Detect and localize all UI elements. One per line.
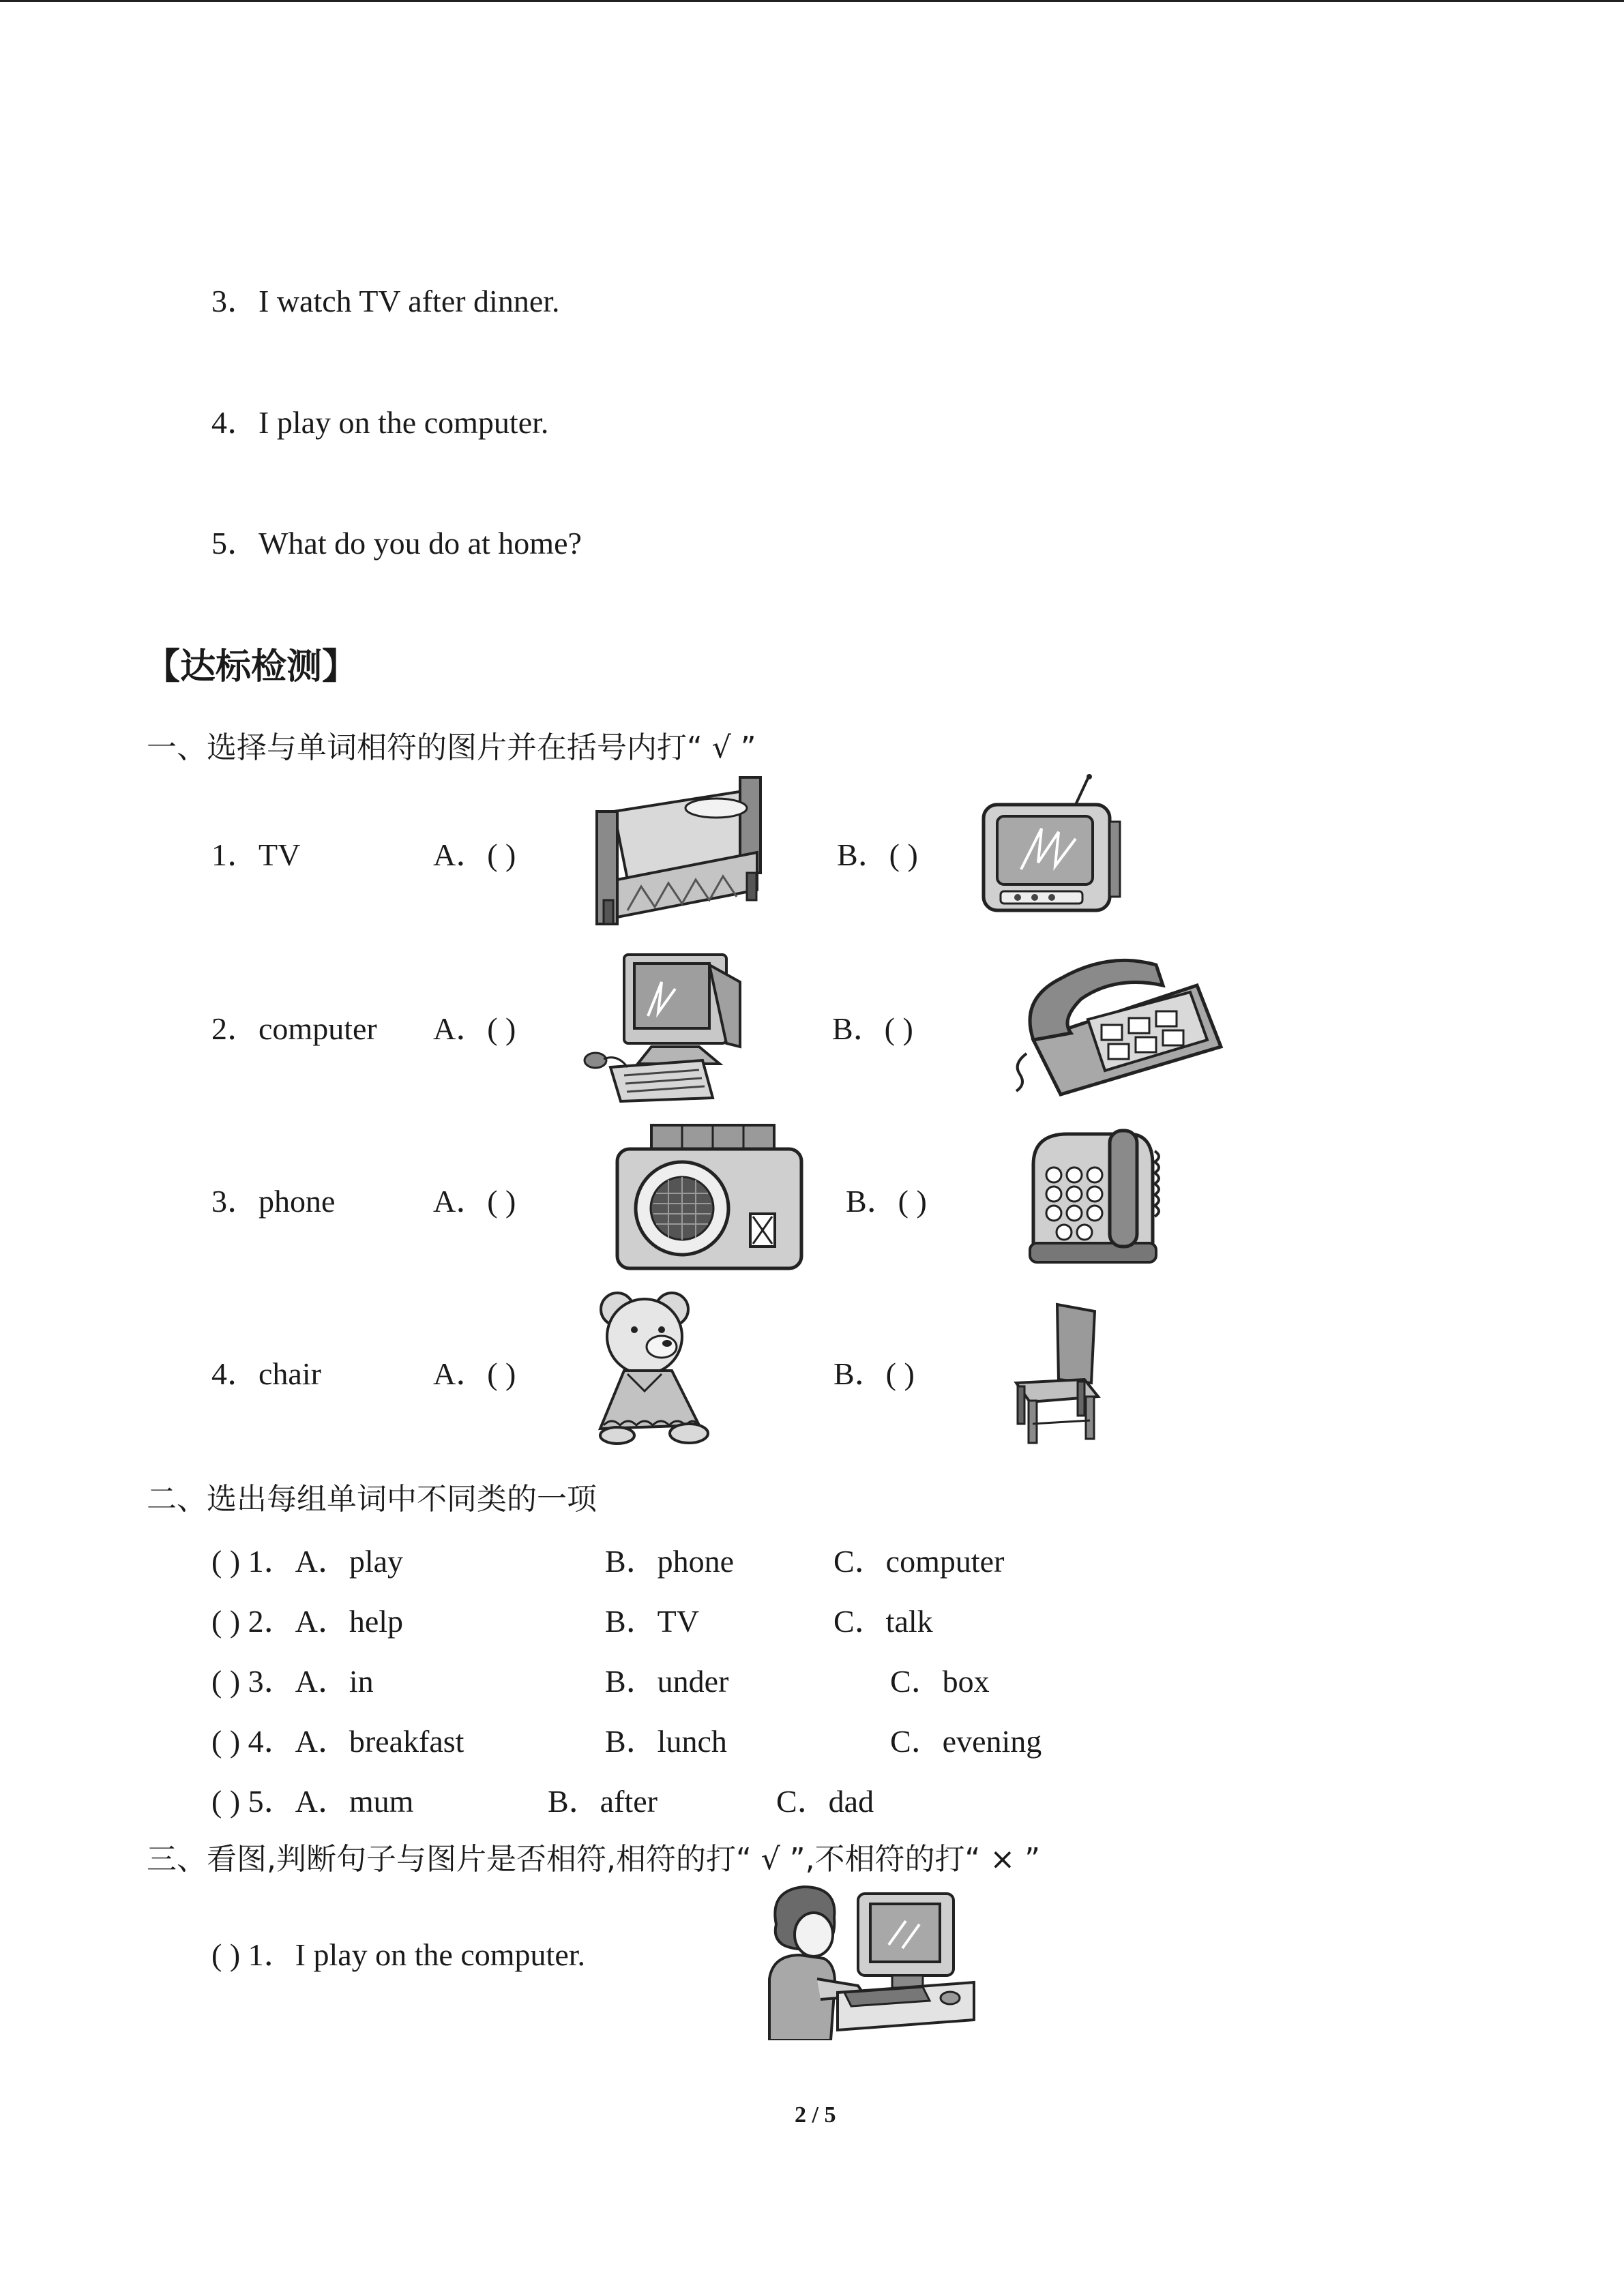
part2-row-3-a[interactable]: ( ) 3．A．in [211,1664,374,1699]
page-number: 2 / 5 [795,2102,836,2128]
intro-sentence-4: 4．I play on the computer. [211,405,549,440]
part1-item-4-word: 4．chair [211,1356,321,1391]
part1-item-4-option-a[interactable]: A．( ) [433,1356,516,1391]
intro-sentence-3: 3．I watch TV after dinner. [211,284,560,318]
telephone-icon [1027,1124,1170,1266]
part1-item-2-option-b[interactable]: B．( ) [832,1011,913,1046]
part2-row-4-c: C．evening [890,1724,1042,1759]
part2-row-4-a[interactable]: ( ) 4．A．breakfast [211,1724,464,1759]
section-title: 【达标检测】 [145,646,358,687]
top-border [0,0,1624,2]
intro-sentence-5: 5．What do you do at home? [211,526,582,561]
radio-icon [614,1122,808,1272]
part2-row-1-b: B．phone [605,1544,735,1579]
part2-row-5-c: C．dad [776,1784,874,1819]
part2-row-5-b: B．after [548,1784,658,1819]
desk-phone-icon [1006,944,1224,1101]
part1-item-1-option-a[interactable]: A．( ) [433,837,516,872]
bed-icon [587,771,771,927]
computer-icon [583,951,747,1103]
part2-row-4-b: B．lunch [605,1724,727,1759]
part2-instruction: 二、选出每组单词中不同类的一项 [147,1482,597,1517]
part1-item-2-word: 2．computer [211,1011,377,1046]
part1-item-2-option-a[interactable]: A．( ) [433,1011,516,1046]
part3-item-1[interactable]: ( ) 1．I play on the computer. [211,1937,586,1972]
part1-instruction: 一、选择与单词相符的图片并在括号内打“ √ ” [147,730,756,765]
part2-row-3-c: C．box [890,1664,990,1699]
tv-icon [980,774,1123,925]
part1-item-3-word: 3．phone [211,1184,336,1219]
part2-row-5-a[interactable]: ( ) 5．A．mum [211,1784,414,1819]
part2-row-2-c: C．talk [833,1604,933,1639]
part2-row-1-a[interactable]: ( ) 1．A．play [211,1544,404,1579]
part2-row-2-b: B．TV [605,1604,699,1639]
part1-item-1-word: 1．TV [211,837,301,872]
part1-item-4-option-b[interactable]: B．( ) [833,1356,915,1391]
teddy-bear-icon [587,1289,730,1446]
part3-instruction: 三、看图,判断句子与图片是否相符,相符的打“ √ ”,不相符的打“ × ” [147,1842,1040,1877]
part2-row-2-a[interactable]: ( ) 2．A．help [211,1604,404,1639]
part1-item-3-option-b[interactable]: B．( ) [846,1184,927,1219]
boy-at-computer-icon [756,1883,977,2040]
part2-row-3-b: B．under [605,1664,729,1699]
chair-icon [1009,1301,1105,1446]
part1-item-1-option-b[interactable]: B．( ) [837,837,918,872]
part2-row-1-c: C．computer [833,1544,1005,1579]
part1-item-3-option-a[interactable]: A．( ) [433,1184,516,1219]
